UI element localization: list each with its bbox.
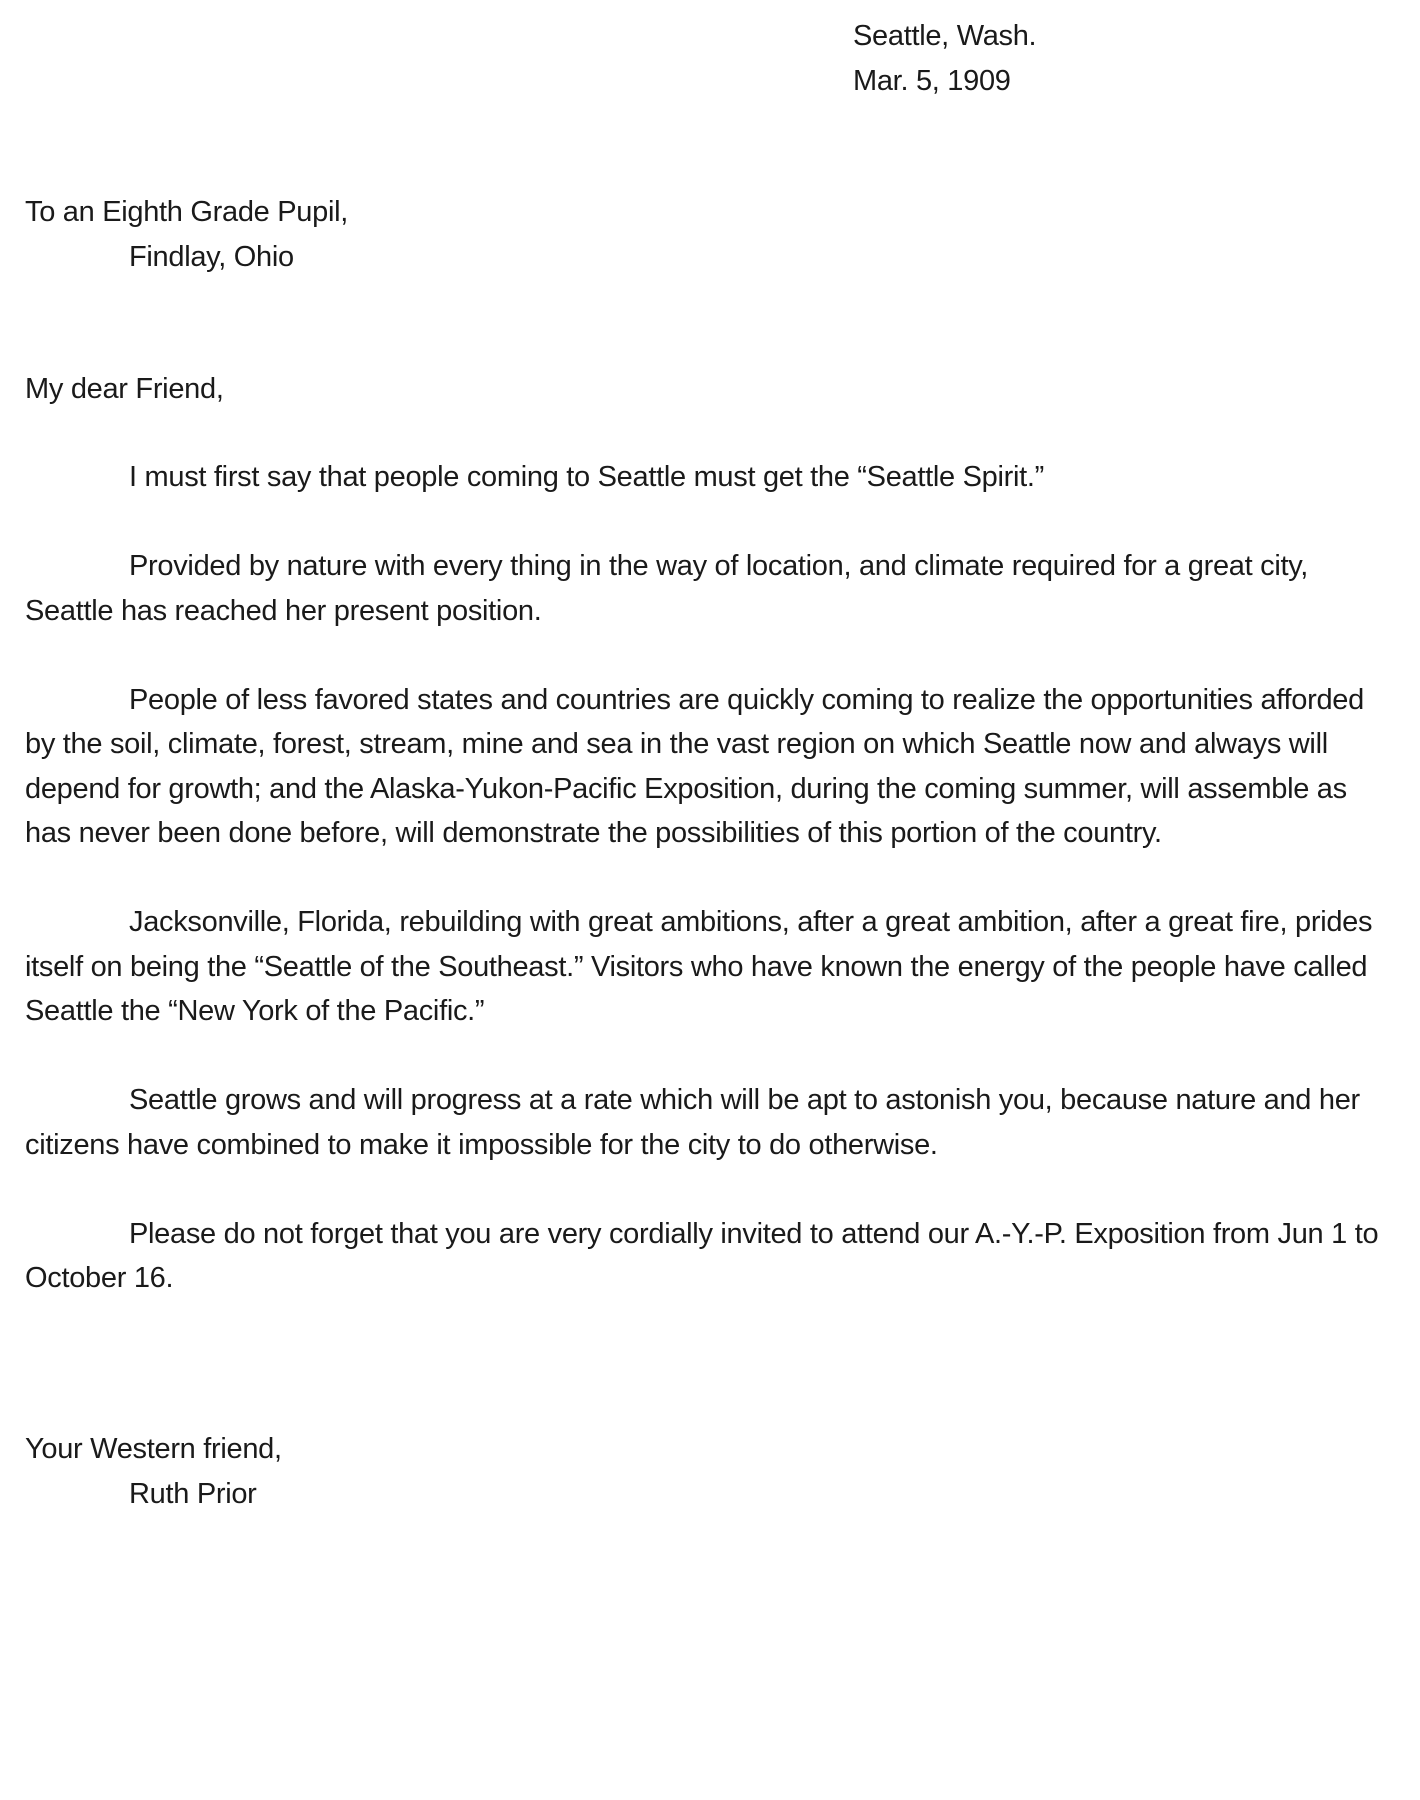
heading-date: Mar. 5, 1909 [853,64,1011,97]
letter-closing [25,1427,725,1516]
body-paragraph-6: Please do not forget that you are very cordially invited to attend our A.-Y.-P. Exposition from Jun 1 to October 16. [25,1217,1379,1294]
body-paragraph-2: Provided by nature with every thing in the way of location, and climate required for a great city, Seattle has reached her present position. [25,550,1309,627]
body-paragraph-5: Seattle grows and will progress at a rate which will be apt to astonish you, because nature and her citizens have combined to make it impossible for the city to do otherwise. [25,1084,1360,1161]
letter-heading [853,14,1353,103]
recipient-address [25,190,725,279]
letter-body [25,455,1385,1345]
recipient-line-1: To an Eighth Grade Pupil, [25,196,348,228]
recipient-line-2: Findlay, Ohio [129,240,294,273]
signature-name: Ruth Prior [129,1477,257,1510]
salutation: My dear Friend, [25,373,224,405]
body-paragraph-4: Jacksonville, Florida, rebuilding with great ambitions, after a great ambition, after a great fire, prides itself on being the “Seattle of the Southeast.” Visitors who have known the energy of the people have called Seattle the “New York of the Pacific.” [25,906,1373,1027]
body-paragraph-3: People of less favored states and countries are quickly coming to realize the opportunities afforded by the soil, climate, forest, stream, mine and sea in the vast region on which Seattle now and always will depend for growth; and the Alaska-Yukon-Pacific Exposition, during the coming summer, will assemble as has never been done before, will demonstrate the possibilities of this portion of the country. [25,683,1364,849]
body-paragraph-1: I must first say that people coming to Seattle must get the “Seattle Spirit.” [129,461,1044,493]
heading-place: Seattle, Wash. [853,20,1037,52]
valediction: Your Western friend, [25,1433,282,1465]
